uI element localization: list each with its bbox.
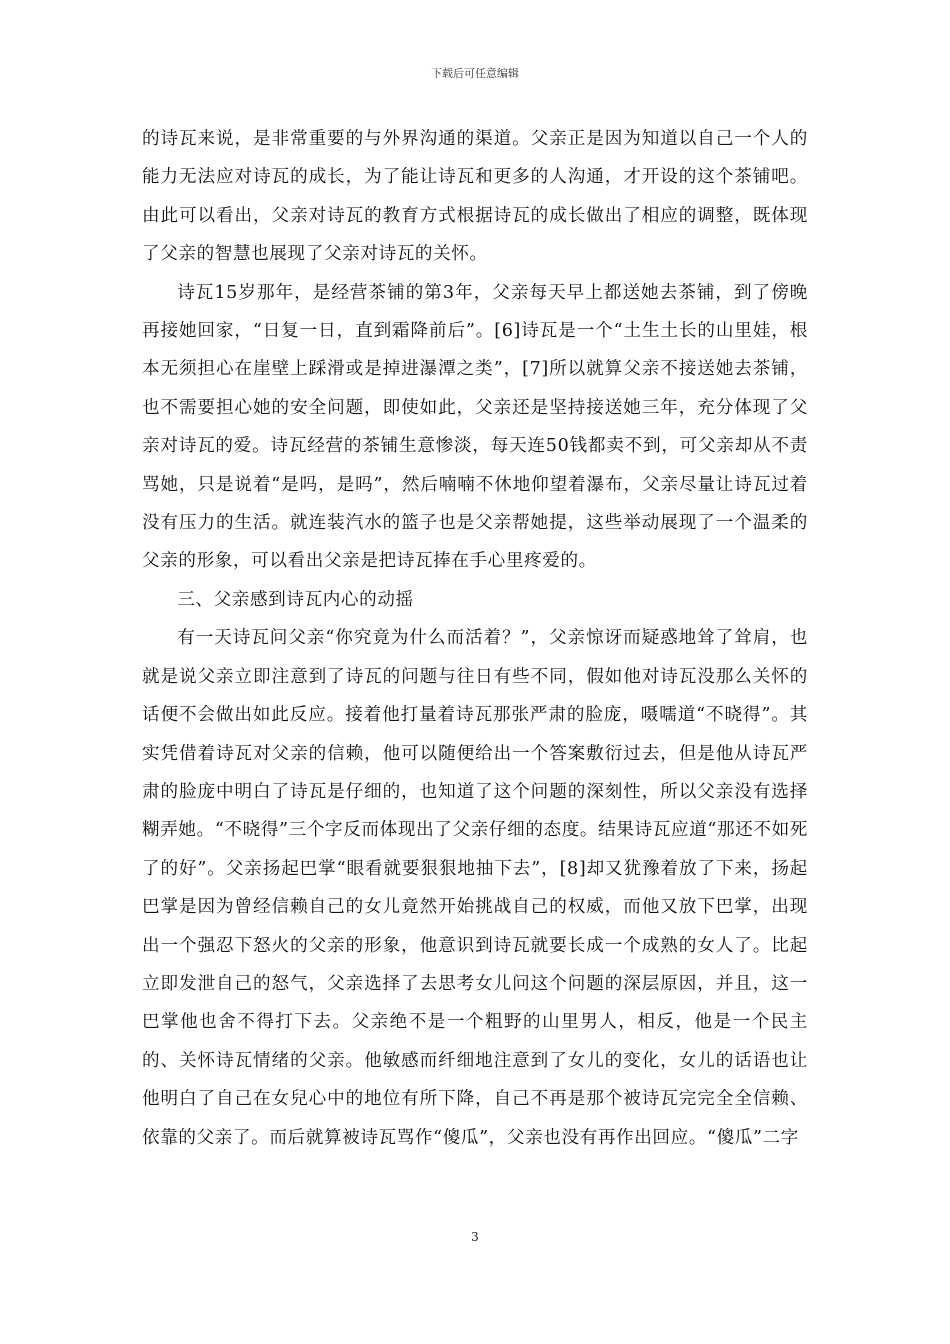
paragraph-tea-shop: 诗瓦15岁那年，是经营茶铺的第3年，父亲每天早上都送她去茶铺，到了傍晚再接她回家，“日复一日，直到霜降前后”。[6]诗瓦是一个“土生土长的山里娃，根本无须担心在崖壁上踩滑或是掉进瀑潭之类”，[7]所以就算父亲不接送她去茶铺，也不需要担心她的安全问题，即使如此，父亲还是坚持接送她三年，充分体现了父亲对诗瓦的爱。诗瓦经营的茶铺生意惨淡，每天连50钱都卖不到，可父亲却从不责骂她，只是说着“是吗，是吗”，然后喃喃不休地仰望着瀑布，父亲尽量让诗瓦过着没有压力的生活。就连装汽水的篮子也是父亲帮她提，这些举动展现了一个温柔的父亲的形象，可以看出父亲是把诗瓦捧在手心里疼爱的。: [142, 282, 808, 572]
section-heading: 三、父亲感到诗瓦内心的动摇: [177, 589, 414, 610]
page-number: 3: [471, 1230, 479, 1244]
paragraph-father-question: 有一天诗瓦问父亲“你究竟为什么而活着？”，父亲惊讶而疑惑地耸了耸肩，也就是说父亲立即注意到了诗瓦的问题与往日有些不同，假如他对诗瓦没那么关怀的话便不会做出如此反应。接着他打量着诗瓦那张严肃的脸庞，嗫嚅道“不晓得”。其实凭借着诗瓦对父亲的信赖，他可以随便给出一个答案敷衍过去，但是他从诗瓦严肃的脸庞中明白了诗瓦是仔细的，也知道了这个问题的深刻性，所以父亲没有选择糊弄她。“不晓得”三个字反而体现出了父亲仔细的态度。结果诗瓦应道“那还不如死了的好”。父亲扬起巴掌“眼看就要狠狠地抽下去”，[8]却又犹豫着放了下来，扬起巴掌是因为曾经信赖自己的女儿竟然开始挑战自己的权威，而他又放下巴掌，出现出一个强忍下怒火的父亲的形象，他意识到诗瓦就要长成一个成熟的女人了。比起立即发泄自己的怒气，父亲选择了去思考女儿问这个问题的深层原因，并且，这一巴掌他也舍不得打下去。父亲绝不是一个粗野的山里男人，相反，他是一个民主的、关怀诗瓦情绪的父亲。他敏感而纤细地注意到了女儿的变化，女儿的话语也让他明白了自己在女兒心中的地位有所下降，自己不再是那个被诗瓦完完全全信赖、依靠的父亲了。而后就算被诗瓦骂作“傻瓜”，父亲也没有再作出回应。“傻瓜”二字: [142, 628, 808, 1148]
page-header: 下载后可任意编辑: [431, 67, 519, 80]
paragraph-continuation: 的诗瓦来说，是非常重要的与外界沟通的渠道。父亲正是因为知道以自己一个人的能力无法应对诗瓦的成长，为了能让诗瓦和更多的人沟通，才开设的这个茶铺吧。由此可以看出，父亲对诗瓦的教育方式根据诗瓦的成长做出了相应的调整，既体现了父亲的智慧也展现了父亲对诗瓦的关怀。: [142, 129, 808, 265]
document-body: [142, 120, 808, 1157]
